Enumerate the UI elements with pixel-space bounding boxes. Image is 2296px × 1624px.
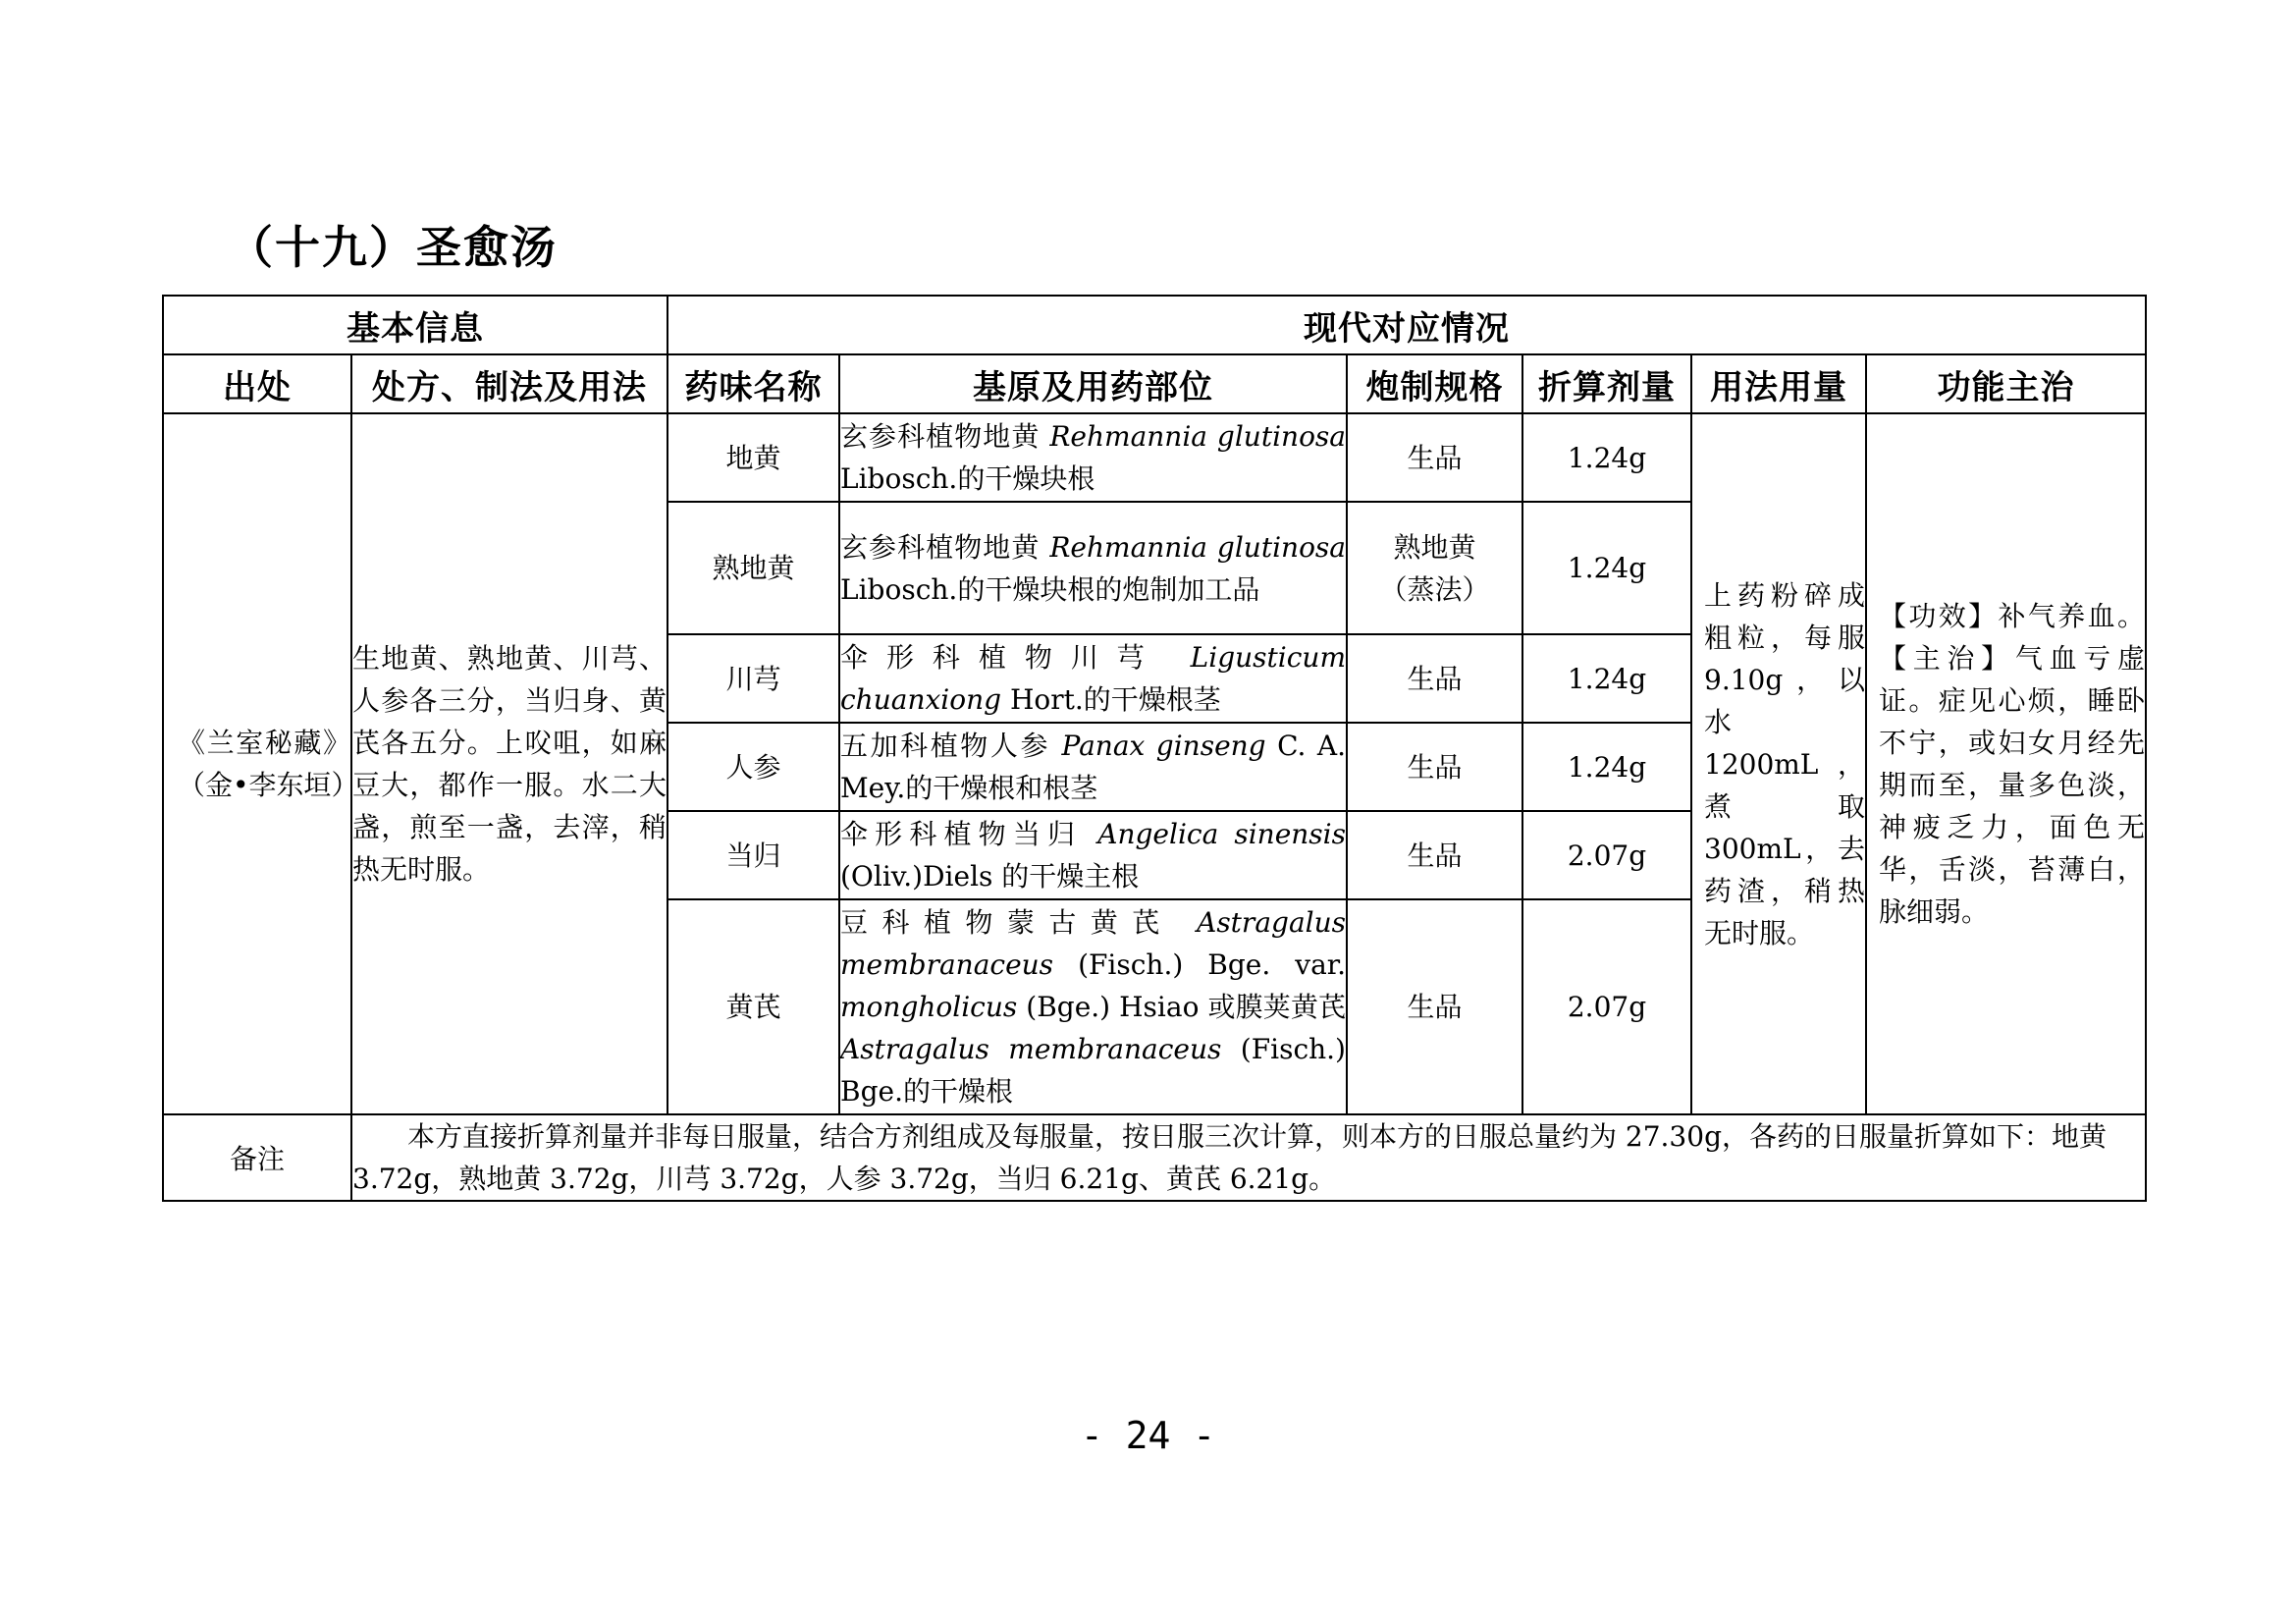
herb-origin	[839, 723, 1347, 811]
usage-cell: 上药粉碎成粗粒，每服9.10g，以水1200mL，煮取300mL，去药渣，稍热无时服。	[1691, 413, 1866, 1114]
herb-process: 生品	[1347, 723, 1522, 811]
formula-table	[162, 295, 2147, 1202]
herb-process: 生品	[1347, 899, 1522, 1114]
col-process-header: 炮制规格	[1347, 354, 1522, 413]
herb-process: 熟地黄（蒸法）	[1347, 502, 1522, 634]
herb-name: 黄芪	[667, 899, 839, 1114]
recipe-cell: 生地黄、熟地黄、川芎、人参各三分，当归身、黄芪各五分。上㕮咀，如麻豆大，都作一服。水二大盏，煎至一盏，去滓，稍热无时服。	[351, 413, 667, 1114]
origin-text: (Fisch.) Bge.的干燥根	[840, 1033, 1346, 1108]
note-content: 本方直接折算剂量并非每日服量，结合方剂组成及每服量，按日服三次计算，则本方的日服总量约为 27.30g，各药的日服量折算如下：地黄 3.72g，熟地黄 3.72g，川芎 3.72g，人参 3.72g，当归 6.21g、黄芪 6.21g。	[352, 1120, 2107, 1195]
origin-latin: mongholicus	[840, 991, 1018, 1023]
group-modern-header: 现代对应情况	[667, 296, 2146, 354]
col-function-header: 功能主治	[1866, 354, 2146, 413]
origin-text: 玄参科植物地黄	[840, 420, 1050, 453]
herb-origin	[839, 811, 1347, 899]
origin-text: Libosch.的干燥块根	[840, 462, 1095, 495]
origin-text: 豆科植物蒙古黄芪	[840, 906, 1198, 939]
herb-process: 生品	[1347, 811, 1522, 899]
section-title: （十九）圣愈汤	[228, 221, 558, 274]
herb-process: 生品	[1347, 413, 1522, 502]
col-herb-header: 药味名称	[667, 354, 839, 413]
herb-dose: 2.07g	[1522, 811, 1691, 899]
origin-latin: Astragalus membranaceus	[840, 1033, 1222, 1065]
note-row	[163, 1114, 2146, 1201]
origin-text: Hort.的干燥根茎	[1001, 683, 1221, 716]
note-text	[351, 1114, 2146, 1201]
origin-text: C. A. Mey.的干燥根和根茎	[840, 730, 1346, 804]
col-origin-header: 基原及用药部位	[839, 354, 1347, 413]
origin-text: 玄参科植物地黄	[840, 530, 1050, 564]
origin-latin: Ligusticum chuanxiong	[840, 641, 1346, 716]
herb-dose: 1.24g	[1522, 502, 1691, 634]
herb-dose: 1.24g	[1522, 634, 1691, 723]
herb-name: 当归	[667, 811, 839, 899]
herb-name: 熟地黄	[667, 502, 839, 634]
column-header-row	[163, 354, 2146, 413]
origin-text: (Oliv.)Diels 的干燥主根	[840, 860, 1140, 893]
origin-latin: Panax ginseng	[1061, 730, 1266, 762]
table-row	[163, 413, 2146, 502]
source-cell: 《兰室秘藏》（金•李东垣）	[163, 413, 351, 1114]
col-recipe-header: 处方、制法及用法	[351, 354, 667, 413]
origin-text: Libosch.的干燥块根的炮制加工品	[840, 572, 1260, 606]
origin-text: 五加科植物人参	[840, 730, 1062, 762]
herb-process: 生品	[1347, 634, 1522, 723]
herb-dose: 1.24g	[1522, 723, 1691, 811]
origin-latin: Rehmannia glutinosa	[1049, 420, 1346, 453]
herb-dose: 2.07g	[1522, 899, 1691, 1114]
col-source-header: 出处	[163, 354, 351, 413]
function-cell: 【功效】补气养血。【主治】气血亏虚证。症见心烦，睡卧不宁，或妇女月经先期而至，量多色淡，神疲乏力，面色无华，舌淡，苔薄白，脉细弱。	[1866, 413, 2146, 1114]
herb-origin	[839, 634, 1347, 723]
herb-name: 地黄	[667, 413, 839, 502]
col-dose-header: 折算剂量	[1522, 354, 1691, 413]
group-header-row	[163, 296, 2146, 354]
origin-text: 伞形科植物川芎	[840, 641, 1191, 674]
page-number: - 24 -	[1080, 1414, 1216, 1457]
origin-text: 伞形科植物当归	[840, 818, 1098, 850]
col-usage-header: 用法用量	[1691, 354, 1866, 413]
herb-origin	[839, 502, 1347, 634]
herb-dose: 1.24g	[1522, 413, 1691, 502]
herb-name: 川芎	[667, 634, 839, 723]
group-basic-header: 基本信息	[163, 296, 667, 354]
origin-latin: Rehmannia glutinosa	[1049, 530, 1346, 564]
origin-latin: Astragalus membranaceus	[840, 906, 1346, 981]
origin-text: (Fisch.) Bge. var.	[1053, 948, 1346, 981]
origin-text: (Bge.) Hsiao 或膜荚黄芪	[1017, 991, 1346, 1023]
herb-origin	[839, 899, 1347, 1114]
herb-origin	[839, 413, 1347, 502]
note-label: 备注	[163, 1114, 351, 1201]
herb-name: 人参	[667, 723, 839, 811]
origin-latin: Angelica sinensis	[1097, 818, 1347, 850]
